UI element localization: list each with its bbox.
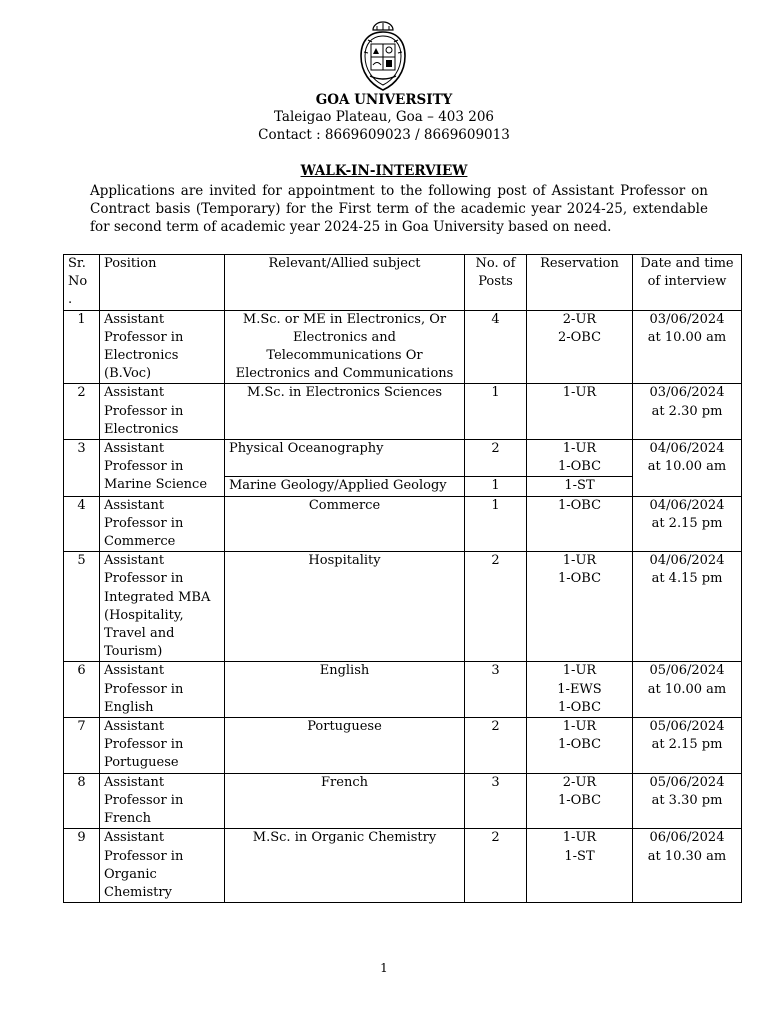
- contact-numbers: Contact : 8669609023 / 8669609013: [258, 127, 510, 143]
- cell-reservation: 1-ST: [527, 477, 633, 496]
- cell-date: 05/06/2024 at 3.30 pm: [633, 773, 742, 829]
- cell-subject: M.Sc. in Electronics Sciences: [225, 384, 465, 440]
- cell-sr: 4: [64, 496, 100, 552]
- cell-date: 03/06/2024 at 2.30 pm: [633, 384, 742, 440]
- cell-position: Assistant Professor in Electronics (B.Voc): [100, 310, 225, 384]
- cell-posts: 4: [465, 310, 527, 384]
- goa-university-seal-icon: [358, 20, 408, 92]
- cell-sr: 6: [64, 662, 100, 718]
- cell-date: 04/06/2024 at 4.15 pm: [633, 552, 742, 662]
- cell-date: 05/06/2024 at 2.15 pm: [633, 718, 742, 774]
- cell-sr: 1: [64, 310, 100, 384]
- cell-date: 04/06/2024 at 2.15 pm: [633, 496, 742, 552]
- cell-date: 06/06/2024 at 10.30 am: [633, 829, 742, 903]
- cell-sr: 5: [64, 552, 100, 662]
- cell-posts: 3: [465, 662, 527, 718]
- cell-posts: 2: [465, 552, 527, 662]
- cell-reservation: 1-UR 1-OBC: [527, 552, 633, 662]
- cell-posts: 2: [465, 440, 527, 477]
- cell-sr: 3: [64, 440, 100, 497]
- cell-subject: Commerce: [225, 496, 465, 552]
- cell-posts: 1: [465, 496, 527, 552]
- cell-reservation: 1-UR 1-OBC: [527, 440, 633, 477]
- cell-reservation: 1-UR: [527, 384, 633, 440]
- header-sr-no: Sr. No .: [64, 255, 100, 311]
- cell-subject: M.Sc. or ME in Electronics, Or Electronics and Telecommunications Or Electronics and Communications: [225, 310, 465, 384]
- table-row: [64, 829, 742, 903]
- cell-reservation: 1-OBC: [527, 496, 633, 552]
- university-address: Taleigao Plateau, Goa – 403 206: [273, 109, 495, 125]
- table-row: [64, 310, 742, 384]
- cell-position: Assistant Professor in Organic Chemistry: [100, 829, 225, 903]
- cell-position: Assistant Professor in French: [100, 773, 225, 829]
- page-number: 1: [380, 961, 388, 975]
- table-row: [64, 552, 742, 662]
- cell-sr: 8: [64, 773, 100, 829]
- table-row: [64, 496, 742, 552]
- posts-table: [63, 254, 742, 903]
- table-row: [64, 384, 742, 440]
- cell-posts: 2: [465, 829, 527, 903]
- cell-position: Assistant Professor in Commerce: [100, 496, 225, 552]
- cell-date: 05/06/2024 at 10.00 am: [633, 662, 742, 718]
- cell-position: Assistant Professor in Portuguese: [100, 718, 225, 774]
- header-posts: No. of Posts: [465, 255, 527, 311]
- cell-subject: Marine Geology/Applied Geology: [225, 477, 465, 496]
- cell-date: 03/06/2024 at 10.00 am: [633, 310, 742, 384]
- cell-subject: French: [225, 773, 465, 829]
- cell-position: Assistant Professor in Integrated MBA (Hospitality, Travel and Tourism): [100, 552, 225, 662]
- cell-subject: Hospitality: [225, 552, 465, 662]
- cell-sr: 2: [64, 384, 100, 440]
- header-date: Date and time of interview: [633, 255, 742, 311]
- header-subject: Relevant/Allied subject: [225, 255, 465, 311]
- cell-sr: 9: [64, 829, 100, 903]
- cell-reservation: 2-UR 1-OBC: [527, 773, 633, 829]
- cell-posts: 1: [465, 477, 527, 496]
- cell-position: Assistant Professor in Marine Science: [100, 440, 225, 497]
- cell-subject: M.Sc. in Organic Chemistry: [225, 829, 465, 903]
- cell-reservation: 1-UR 1-EWS 1-OBC: [527, 662, 633, 718]
- table-row: [64, 773, 742, 829]
- header-reservation: Reservation: [527, 255, 633, 311]
- cell-reservation: 1-UR 1-ST: [527, 829, 633, 903]
- cell-sr: 7: [64, 718, 100, 774]
- cell-posts: 3: [465, 773, 527, 829]
- university-name: GOA UNIVERSITY: [315, 92, 453, 108]
- cell-subject: Physical Oceanography: [225, 440, 465, 477]
- table-header-row: [64, 255, 742, 311]
- cell-subject: Portuguese: [225, 718, 465, 774]
- notice-intro: Applications are invited for appointment to the following post of Assistant Professor on Contract basis (Temporary) for the First term of the academic year 2024-25, extendable for second term of academic year 2024-25 in Goa University based on need.: [90, 183, 708, 235]
- cell-subject: English: [225, 662, 465, 718]
- cell-reservation: 1-UR 1-OBC: [527, 718, 633, 774]
- cell-position: Assistant Professor in Electronics: [100, 384, 225, 440]
- table-row: [64, 718, 742, 774]
- header-position: Position: [100, 255, 225, 311]
- cell-posts: 1: [465, 384, 527, 440]
- cell-posts: 2: [465, 718, 527, 774]
- table-row: [64, 440, 742, 477]
- cell-date: 04/06/2024 at 10.00 am: [633, 440, 742, 497]
- cell-position: Assistant Professor in English: [100, 662, 225, 718]
- table-row: [64, 662, 742, 718]
- cell-reservation: 2-UR 2-OBC: [527, 310, 633, 384]
- notice-title: WALK-IN-INTERVIEW: [300, 163, 468, 179]
